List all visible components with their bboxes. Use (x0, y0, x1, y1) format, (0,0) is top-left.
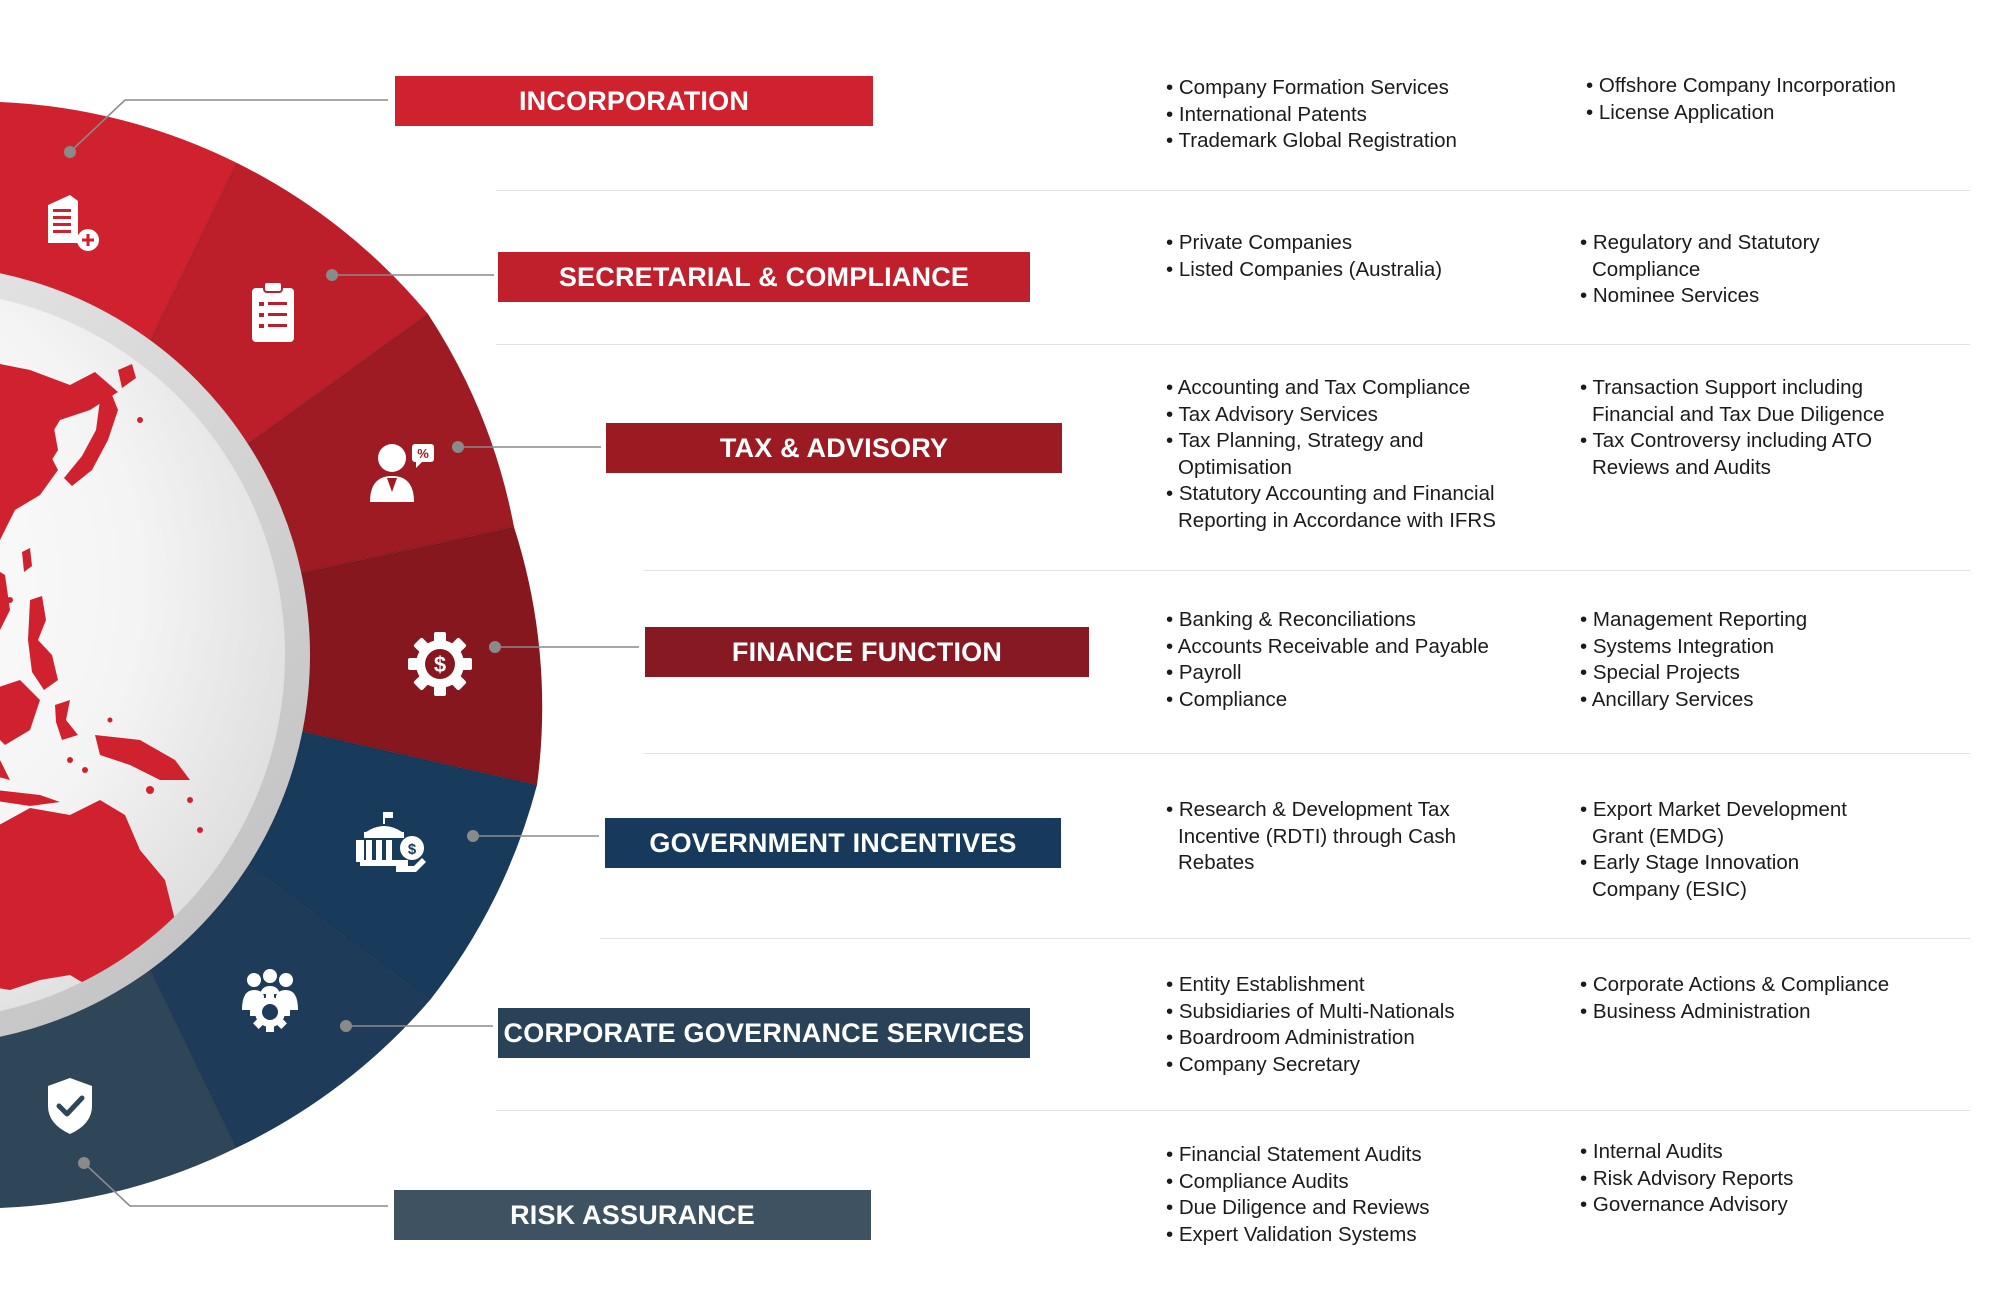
governance-services-col2 (1580, 972, 1930, 1025)
service-item: • Due Diligence and Reviews (1166, 1195, 1566, 1222)
secretarial-services-col2 (1580, 230, 1840, 310)
government-services-col2 (1580, 797, 1880, 903)
label-corporate-governance-services: CORPORATE GOVERNANCE SERVICES (498, 1008, 1030, 1058)
label-risk-assurance: RISK ASSURANCE (394, 1190, 871, 1240)
service-item: • Export Market Development Grant (EMDG) (1580, 797, 1880, 850)
service-item: • Nominee Services (1580, 283, 1840, 310)
service-item: • Transaction Support including Financial and Tax Due Diligence (1580, 375, 1910, 428)
service-item: • Financial Statement Audits (1166, 1142, 1566, 1169)
service-item: • Company Secretary (1166, 1052, 1566, 1079)
separator (496, 1110, 1970, 1111)
service-item: • Compliance Audits (1166, 1169, 1566, 1196)
service-item: • Subsidiaries of Multi-Nationals (1166, 999, 1566, 1026)
label-secretarial-compliance: SECRETARIAL & COMPLIANCE (498, 252, 1030, 302)
service-item: • Business Administration (1580, 999, 1930, 1026)
separator (644, 753, 1970, 754)
service-item: • Compliance (1166, 687, 1566, 714)
separator (496, 344, 1970, 345)
service-item: • Expert Validation Systems (1166, 1222, 1566, 1249)
service-item: • Corporate Actions & Compliance (1580, 972, 1930, 999)
service-item: • Private Companies (1166, 230, 1566, 257)
service-item: • Systems Integration (1580, 634, 1930, 661)
service-item: • Research & Development Tax Incentive (RDTI) through Cash Rebates (1166, 797, 1466, 877)
service-item: • Boardroom Administration (1166, 1025, 1566, 1052)
tax-services-col1 (1166, 375, 1526, 534)
incorporation-services-col1 (1166, 75, 1566, 155)
finance-services-col1 (1166, 607, 1566, 713)
tax-services-col2 (1580, 375, 1910, 481)
service-item: • Listed Companies (Australia) (1166, 257, 1566, 284)
service-item: • Banking & Reconciliations (1166, 607, 1566, 634)
label-tax-advisory: TAX & ADVISORY (606, 423, 1062, 473)
service-item: • Ancillary Services (1580, 687, 1930, 714)
service-item: • Payroll (1166, 660, 1566, 687)
label-finance-function: FINANCE FUNCTION (645, 627, 1089, 677)
svg-text:$: $ (407, 841, 417, 858)
service-item: • Tax Planning, Strategy and Optimisation (1166, 428, 1526, 481)
service-item: • Risk Advisory Reports (1580, 1166, 1930, 1193)
separator (600, 938, 1970, 939)
svg-text:$: $ (433, 652, 447, 677)
service-item: • Special Projects (1580, 660, 1930, 687)
service-item: • Tax Advisory Services (1166, 402, 1526, 429)
service-item: • Tax Controversy including ATO Reviews and Audits (1580, 428, 1910, 481)
service-item: • License Application (1586, 100, 1936, 127)
service-item: • Accounts Receivable and Payable (1166, 634, 1566, 661)
service-item: • Internal Audits (1580, 1139, 1930, 1166)
service-item: • International Patents (1166, 102, 1566, 129)
finance-services-col2 (1580, 607, 1930, 713)
risk-services-col2 (1580, 1139, 1930, 1219)
service-item: • Entity Establishment (1166, 972, 1566, 999)
service-item: • Company Formation Services (1166, 75, 1566, 102)
incorporation-services-col2 (1586, 73, 1936, 126)
svg-text:%: % (417, 446, 429, 461)
secretarial-services-col1 (1166, 230, 1566, 283)
separator (496, 190, 1970, 191)
service-item: • Governance Advisory (1580, 1192, 1930, 1219)
separator (644, 570, 1970, 571)
label-government-incentives: GOVERNMENT INCENTIVES (605, 818, 1061, 868)
service-item: • Management Reporting (1580, 607, 1930, 634)
dollar-gear-icon (408, 632, 472, 696)
label-incorporation: INCORPORATION (395, 76, 873, 126)
service-item: • Trademark Global Registration (1166, 128, 1566, 155)
governance-services-col1 (1166, 972, 1566, 1078)
service-item: • Regulatory and Statutory Compliance (1580, 230, 1840, 283)
service-item: • Early Stage Innovation Company (ESIC) (1580, 850, 1880, 903)
service-item: • Offshore Company Incorporation (1586, 73, 1936, 100)
government-services-col1 (1166, 797, 1466, 877)
service-item: • Accounting and Tax Compliance (1166, 375, 1526, 402)
clipboard-checklist-icon (252, 282, 294, 342)
service-item: • Statutory Accounting and Financial Reporting in Accordance with IFRS (1166, 481, 1526, 534)
risk-services-col1 (1166, 1142, 1566, 1248)
